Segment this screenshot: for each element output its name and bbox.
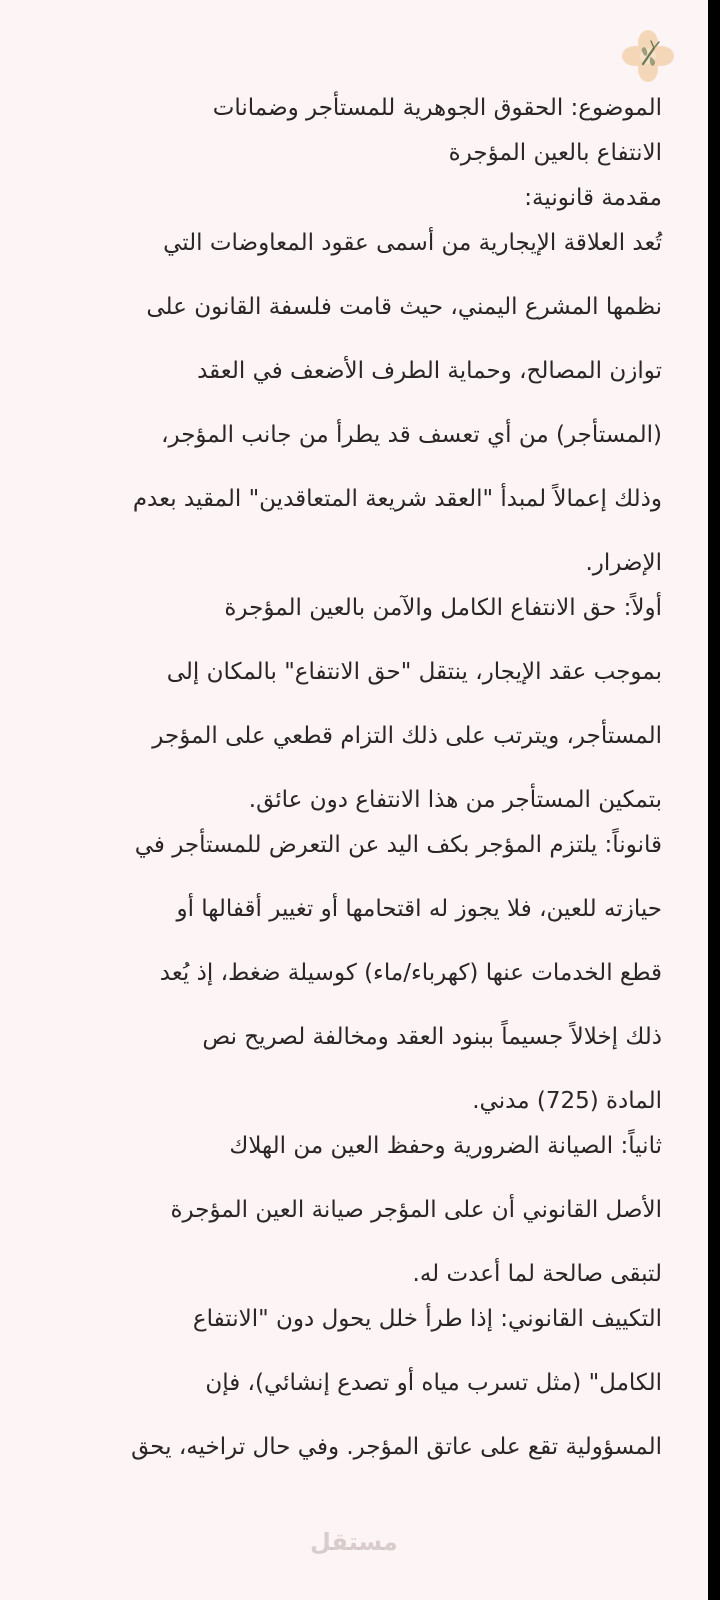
legal-note-2-line-2: الكامل" (مثل تسرب مياه أو تصدع إنشائي)، فإن	[205, 1370, 662, 1396]
document-body	[70, 86, 662, 1470]
intro-line-3: توازن المصالح، وحماية الطرف الأضعف في العقد	[197, 358, 662, 384]
section-2-line-2: لتبقى صالحة لما أعدت له.	[412, 1261, 662, 1287]
intro-line-4: (المستأجر) من أي تعسف قد يطرأ من جانب المؤجر،	[161, 422, 662, 448]
subject-line-cont: الانتفاع بالعين المؤجرة	[448, 140, 662, 166]
legal-note-2-line-3: المسؤولية تقع على عاتق المؤجر. وفي حال تراخيه، يحق	[131, 1434, 662, 1460]
legal-note-1-line-4: ذلك إخلالاً جسيماً ببنود العقد ومخالفة لصريح نص	[202, 1024, 662, 1050]
intro-line-5: وذلك إعمالاً لمبدأ "العقد شريعة المتعاقدين" المقيد بعدم	[132, 486, 662, 512]
legal-note-1-line-2: حيازته للعين، فلا يجوز له اقتحامها أو تغيير أقفالها أو	[176, 896, 662, 922]
butterfly-flower-icon	[618, 26, 678, 86]
section-1-line-2: المستأجر، ويترتب على ذلك التزام قطعي على المؤجر	[152, 723, 662, 749]
section-2-line-1: الأصل القانوني أن على المؤجر صيانة العين المؤجرة	[170, 1197, 662, 1223]
screen-edge	[708, 0, 720, 1600]
watermark: مستقل	[310, 1528, 398, 1556]
section-2-heading: ثانياً: الصيانة الضرورية وحفظ العين من الهلاك	[229, 1133, 662, 1159]
intro-line-6: الإضرار.	[585, 550, 662, 576]
intro-line-2: نظمها المشرع اليمني، حيث قامت فلسفة القانون على	[146, 294, 662, 320]
section-1-line-3: بتمكين المستأجر من هذا الانتفاع دون عائق.	[248, 787, 662, 813]
intro-heading: مقدمة قانونية:	[524, 185, 662, 211]
legal-note-1-line-1: قانوناً: يلتزم المؤجر بكف اليد عن التعرض للمستأجر في	[134, 832, 662, 858]
section-1-line-1: بموجب عقد الإيجار، ينتقل "حق الانتفاع" بالمكان إلى	[166, 659, 662, 685]
legal-note-1-line-5: المادة (725) مدني.	[472, 1088, 662, 1114]
section-1-heading: أولاً: حق الانتفاع الكامل والآمن بالعين المؤجرة	[224, 595, 662, 621]
legal-note-2-line-1: التكييف القانوني: إذا طرأ خلل يحول دون "الانتفاع	[192, 1306, 662, 1332]
subject-line: الموضوع: الحقوق الجوهرية للمستأجر وضمانات	[212, 95, 662, 121]
legal-note-1-line-3: قطع الخدمات عنها (كهرباء/ماء) كوسيلة ضغط، إذ يُعد	[159, 960, 662, 986]
intro-line-1: تُعد العلاقة الإيجارية من أسمى عقود المعاوضات التي	[163, 230, 662, 256]
